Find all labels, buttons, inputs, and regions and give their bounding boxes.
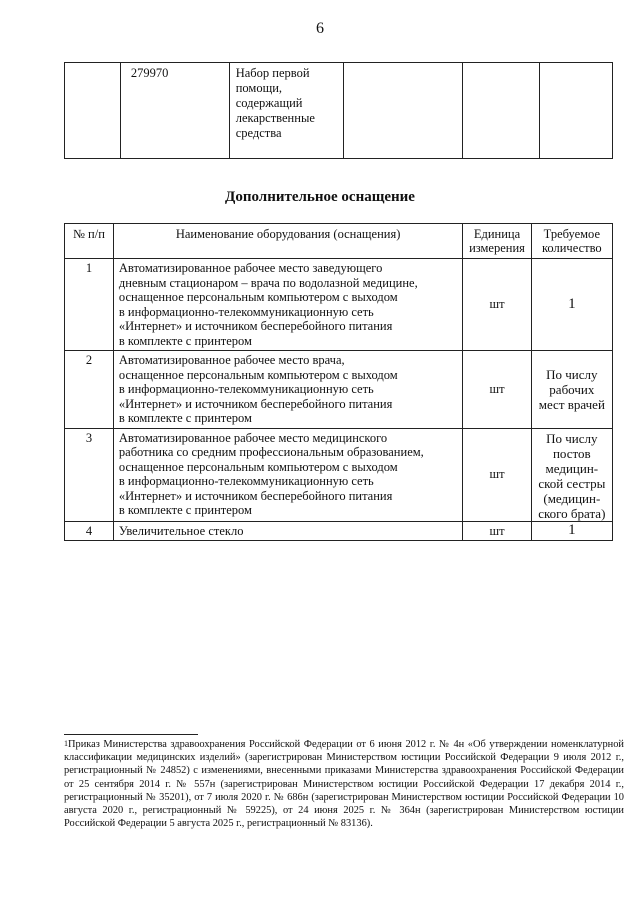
- row-number: 3: [65, 428, 114, 521]
- empty-cell: [463, 63, 540, 159]
- description-line: работника со средним профессиональным образованием,: [118, 445, 424, 459]
- description-line: в информационно-телекоммуникационную сеть: [118, 304, 374, 319]
- row-description: [113, 521, 462, 541]
- item-name-line: средства: [235, 126, 282, 140]
- footnote-marker: 1: [64, 739, 68, 748]
- row-unit: шт: [463, 521, 531, 541]
- footnote-separator: [64, 734, 198, 735]
- header-line: Единица: [473, 227, 521, 241]
- table-row: [65, 351, 613, 429]
- header-line: Требуемое: [543, 227, 600, 241]
- quantity-line: 1: [568, 522, 576, 539]
- section-title: Дополнительное оснащение: [225, 189, 415, 205]
- header-line: количество: [541, 241, 602, 255]
- quantity-line: ской сестры: [538, 475, 606, 491]
- header-line: измерения: [469, 241, 525, 255]
- description-line: в комплекте с принтером: [118, 503, 252, 517]
- table-row: [65, 259, 613, 351]
- row-quantity: [531, 259, 612, 351]
- description-line: оснащенное персональным компьютером с выходом: [118, 290, 398, 304]
- quantity-line: По числу: [546, 366, 598, 382]
- description-line: в информационно-телекоммуникационную сеть: [118, 382, 374, 396]
- empty-cell: [65, 63, 121, 159]
- empty-cell: [540, 63, 613, 159]
- description-line: «Интернет» и источником бесперебойного питания: [118, 396, 393, 411]
- table-header-row: [65, 224, 613, 259]
- table-row: [65, 63, 613, 159]
- row-description: [113, 259, 462, 351]
- column-header-qty: [531, 224, 612, 259]
- description-line: Автоматизированное рабочее место заведующего: [118, 261, 383, 275]
- description-line: дневным стационаром – врача по водолазной медицине,: [118, 275, 418, 290]
- description-line: в информационно-телекоммуникационную сеть: [118, 474, 374, 488]
- additional-equipment-table: [64, 223, 613, 541]
- column-header-unit: [463, 224, 531, 259]
- quantity-line: рабочих: [549, 381, 595, 397]
- quantity-line: (медицин-: [543, 490, 601, 506]
- quantity-line: мест врачей: [538, 396, 605, 412]
- nomenclature-code-cell: 279970: [120, 63, 229, 159]
- row-number: 2: [65, 351, 114, 429]
- description-line: оснащенное персональным компьютером с выходом: [118, 459, 398, 474]
- quantity-line: По числу: [546, 430, 598, 446]
- column-header-name: Наименование оборудования (оснащения): [113, 224, 462, 259]
- row-quantity: [531, 351, 612, 429]
- row-unit: шт: [463, 428, 531, 521]
- empty-cell: [343, 63, 463, 159]
- quantity-line: постов: [552, 445, 591, 461]
- quantity-line: ского брата): [538, 505, 606, 521]
- description-line: Автоматизированное рабочее место врача,: [118, 353, 345, 367]
- table-row: [65, 428, 613, 521]
- item-name-line: содержащий: [235, 96, 303, 110]
- description-line: в комплекте с принтером: [118, 333, 252, 348]
- description-line: Увеличительное стекло: [118, 523, 244, 538]
- row-quantity: [531, 428, 612, 521]
- column-header-num: № п/п: [65, 224, 114, 259]
- item-name-cell: [229, 63, 343, 159]
- row-description: [113, 351, 462, 429]
- table-row: [65, 521, 613, 541]
- continued-equipment-table: [64, 62, 613, 159]
- footnote-text: Приказ Министерства здравоохранения Российской Федерации от 6 июня 2012 г. № 4н «Об утверждении номенклатурной классификации медицинских изделий» (зарегистрирован Министерством юстиции Российской Федерации 9 июля 2012 г., регистрационный № 24852) с изменениями, внесенными приказами Министерства здравоохранения Российской Федерации от 25 сентября 2014 г. № 557н (зарегистрирован Министерством юстиции Российской Федерации 17 декабря 2014 г., регистрационный № 35201), от 7 июля 2020 г. № 686н (зарегистрирован Министерством юстиции Российской Федерации 10 августа 2020 г., регистрационный № 59225), от 24 июня 2025 г. № 364н (зарегистрирован Министерством юстиции Российской Федерации 5 августа 2025 г., регистрационный № 83136).: [64, 739, 624, 830]
- description-line: Автоматизированное рабочее место медицинского: [118, 430, 388, 445]
- row-description: [113, 428, 462, 521]
- description-line: «Интернет» и источником бесперебойного питания: [118, 488, 393, 503]
- description-line: оснащенное персональным компьютером с выходом: [118, 367, 398, 382]
- row-unit: шт: [463, 351, 531, 429]
- row-number: 4: [65, 521, 114, 541]
- row-quantity: [531, 521, 612, 541]
- quantity-line: 1: [568, 296, 576, 312]
- item-name-line: Набор первой: [235, 66, 310, 80]
- row-number: 1: [65, 259, 114, 351]
- item-name-line: помощи,: [235, 81, 283, 95]
- row-unit: шт: [463, 259, 531, 351]
- description-line: в комплекте с принтером: [118, 411, 252, 425]
- description-line: «Интернет» и источником бесперебойного питания: [118, 319, 393, 333]
- item-name-line: лекарственные: [235, 111, 315, 125]
- quantity-line: медицин-: [545, 460, 599, 476]
- footnote: [64, 738, 624, 830]
- page-number: 6: [316, 20, 324, 37]
